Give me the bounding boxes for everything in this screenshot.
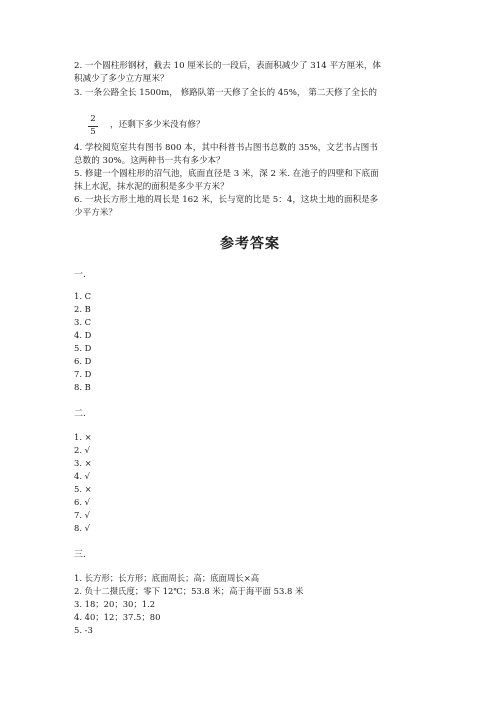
answer-item: 5. -3 <box>74 625 93 635</box>
question-5-line-1: 5. 修建一个圆柱形的沼气池，底面直径是 3 米，深 2 米. 在池子的四壁和下底面 <box>74 169 379 179</box>
question-2-line-2: 积减少了多少立方厘米？ <box>74 74 169 84</box>
answer-item: 2. B <box>74 304 91 314</box>
answer-item: 4. 40；12；37.5；80 <box>74 612 161 622</box>
answer-item: 7. √ <box>74 510 90 520</box>
answer-item: 4. √ <box>74 471 90 481</box>
answer-item: 8. √ <box>74 523 90 533</box>
answer-item: 3. × <box>74 458 92 468</box>
question-2-line-1: 2. 一个圆柱形钢材，截去 10 厘米长的一段后，表面积减少了 314 平方厘米，体 <box>74 61 382 71</box>
fraction-denominator: 5 <box>90 127 96 137</box>
answer-item: 6. √ <box>74 497 90 507</box>
answer-item: 1. C <box>74 291 92 301</box>
question-6-line-2: 少平方米？ <box>74 208 117 218</box>
answer-item: 1. × <box>74 432 92 442</box>
section-1-heading: 一. <box>74 270 86 280</box>
answer-item: 3. C <box>74 317 92 327</box>
answer-item: 2. 负十二摄氏度；零下 12℃；53.8 米；高于海平面 53.8 米 <box>74 586 304 596</box>
answer-item: 3. 18；20；30；1.2 <box>74 599 156 609</box>
answer-item: 2. √ <box>74 445 90 455</box>
question-3-line-2: ，还剩下多少米没有修？ <box>110 120 205 130</box>
answer-item: 5. D <box>74 343 92 353</box>
fraction-numerator: 2 <box>90 114 96 124</box>
answer-item: 4. D <box>74 330 92 340</box>
answer-title: 参考答案 <box>220 236 280 252</box>
answer-item: 1. 长方形；长方形；底面周长；高；底面周长×高 <box>74 573 260 583</box>
answer-item: 5. × <box>74 484 92 494</box>
section-3-heading: 三. <box>74 550 86 560</box>
question-4-line-1: 4. 学校阅览室共有图书 800 本，其中科普书占图书总数的 35%，文艺书占图书 <box>74 143 378 153</box>
answer-item: 8. B <box>74 382 91 392</box>
answer-item: 7. D <box>74 369 92 379</box>
question-4-line-2: 总数的 30%。这两种书一共有多少本？ <box>74 156 225 166</box>
answer-item: 6. D <box>74 356 92 366</box>
question-6-line-1: 6. 一块长方形土地的周长是 162 米，长与宽的比是 5：4，这块土地的面积是多 <box>74 195 379 205</box>
question-3-line-1: 3. 一条公路全长 1500m， 修路队第一天修了全长的 45%， 第二天修了全长的 <box>74 88 378 98</box>
section-2-heading: 二. <box>74 409 86 419</box>
question-5-line-2: 抹上水泥，抹水泥的面积是多少平方米？ <box>74 182 229 192</box>
